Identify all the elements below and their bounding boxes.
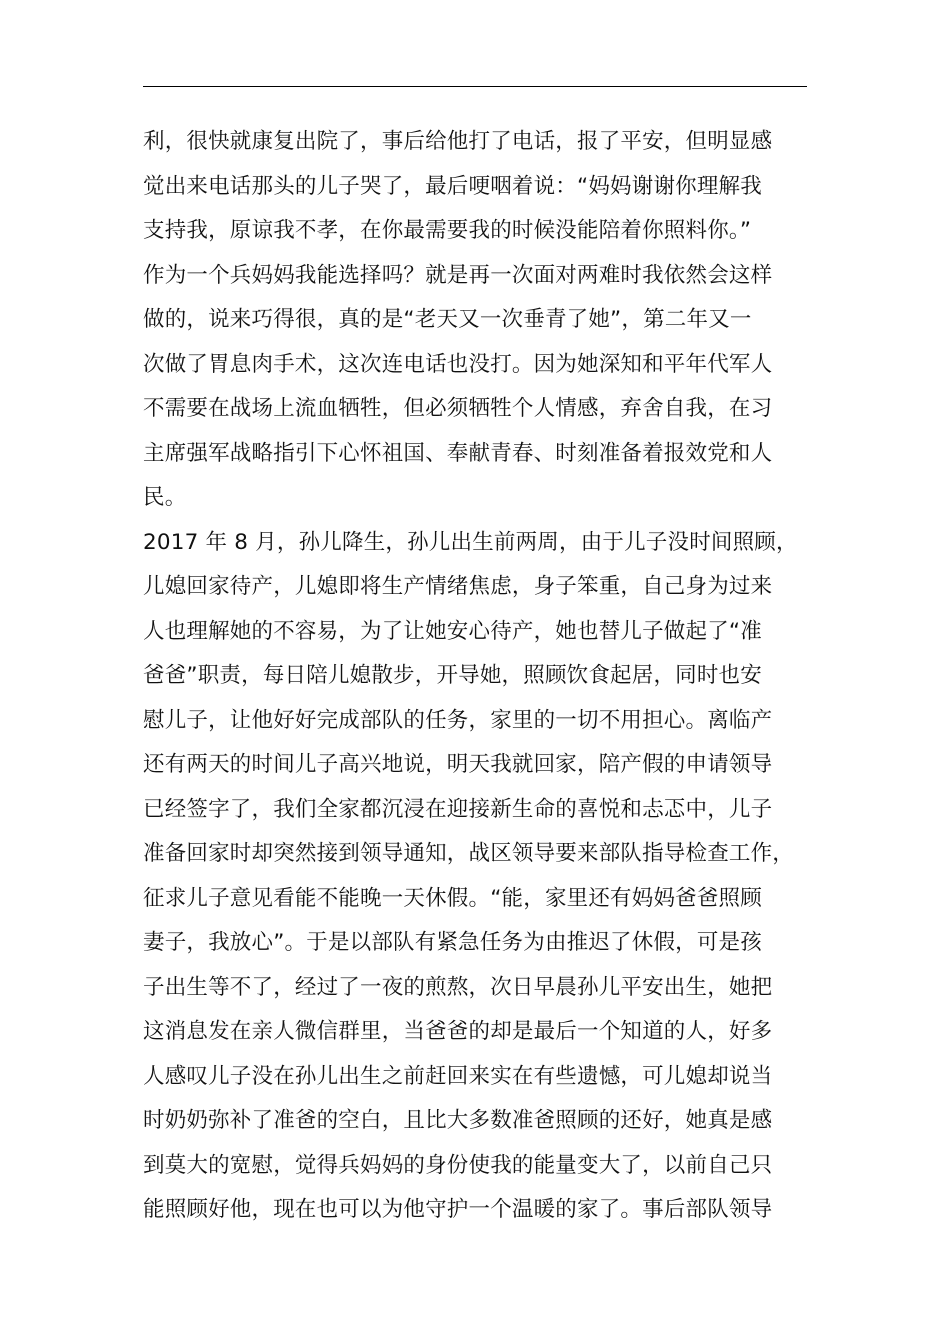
text-line: 儿媳回家待产，儿媳即将生产情绪焦虑，身子笨重，自己身为过来: [143, 574, 773, 599]
text-line: 做的，说来巧得很，真的是“老天又一次垂青了她”，第二年又一: [143, 307, 752, 332]
text-line: 利，很快就康复出院了，事后给他打了电话，报了平安，但明显感: [143, 129, 773, 154]
text-line: 能照顾好他，现在也可以为他守护一个温暖的家了。事后部队领导: [143, 1197, 773, 1222]
text-line: 人感叹儿子没在孙儿出生之前赶回来实在有些遗憾，可儿媳却说当: [143, 1063, 773, 1089]
text-line: 这消息发在亲人微信群里，当爸爸的却是最后一个知道的人，好多: [143, 1019, 773, 1044]
text-line: 子出生等不了，经过了一夜的煎熬，次日早晨孙儿平安出生，她把: [143, 974, 773, 1000]
text-line: 民。: [143, 485, 187, 510]
text-line: 准备回家时却突然接到领导通知，战区领导要来部队指导检查工作，: [143, 841, 795, 866]
text-line: 2017 年 8 月，孙儿降生，孙儿出生前两周，由于儿子没时间照顾，: [143, 529, 798, 555]
text-line: 时奶奶弥补了准爸的空白，且比大多数准爸照顾的还好，她真是感: [143, 1108, 773, 1133]
text-line: 慰儿子，让他好好完成部队的任务，家里的一切不用担心。离临产: [143, 707, 773, 733]
text-line: 还有两天的时间儿子高兴地说，明天我就回家，陪产假的申请领导: [143, 752, 773, 777]
text-line: 人也理解她的不容易，为了让她安心待产，她也替儿子做起了“准: [143, 618, 762, 644]
body-text: [143, 120, 843, 1233]
text-line: 爸爸”职责，每日陪儿媳散步，开导她，照顾饮食起居，同时也安: [143, 663, 762, 688]
text-line: 到莫大的宽慰，觉得兵妈妈的身份使我的能量变大了，以前自己只: [143, 1152, 773, 1178]
text-line: 主席强军战略指引下心怀祖国、奉献青春、时刻准备着报效党和人: [143, 440, 773, 466]
text-line: 支持我，原谅我不孝，在你最需要我的时候没能陪着你照料你。”: [143, 218, 752, 243]
text-line: 不需要在战场上流血牺牲，但必须牺牲个人情感，弃舍自我，在习: [143, 396, 773, 421]
text-line: 已经签字了，我们全家都沉浸在迎接新生命的喜悦和忐忑中，儿子: [143, 796, 773, 822]
text-line: 妻子，我放心”。于是以部队有紧急任务为由推迟了休假，可是孩: [143, 930, 762, 955]
text-line: 觉出来电话那头的儿子哭了，最后哽咽着说：“妈妈谢谢你理解我: [143, 173, 762, 199]
text-line: 作为一个兵妈妈我能选择吗？就是再一次面对两难时我依然会这样: [143, 262, 773, 288]
header-rule: [143, 86, 807, 87]
text-line: 次做了胃息肉手术，这次连电话也没打。因为她深知和平年代军人: [143, 351, 773, 377]
text-line: 征求儿子意见看能不能晚一天休假。“能，家里还有妈妈爸爸照顾: [143, 885, 762, 911]
